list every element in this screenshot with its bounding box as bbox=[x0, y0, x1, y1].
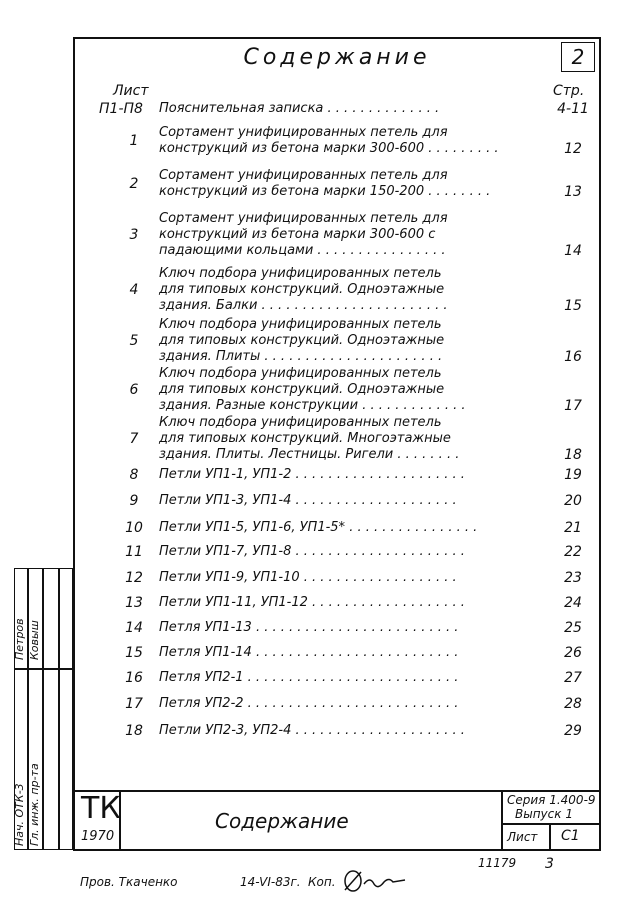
toc-entry bbox=[75, 101, 599, 117]
toc-title: Петля УП2-1 . . . . . . . . . . . . . . . . . . . . . . . . . . bbox=[159, 670, 459, 685]
toc-sheet-number: 18 bbox=[125, 723, 143, 739]
toc-sheet-number: 2 bbox=[129, 176, 139, 192]
toc-page-number: 25 bbox=[564, 620, 582, 636]
toc-sheet-number: 8 bbox=[129, 467, 139, 483]
sheet-label: Лист bbox=[507, 830, 538, 844]
toc-sheet-number: П1-П8 bbox=[99, 101, 143, 117]
toc-title: Ключ подбора унифицированных петель для типовых конструкций. Одноэтажные здания. Разные конструкции . . . . . . . . . . . . . bbox=[159, 366, 466, 413]
toc-entry bbox=[75, 211, 599, 259]
toc-entry bbox=[75, 467, 599, 483]
title-block-top-line bbox=[75, 790, 599, 792]
toc-title: Сортамент унифицированных петель для конструкций из бетона марки 150-200 . . . . . . . . bbox=[159, 168, 491, 199]
toc-page-number: 27 bbox=[564, 670, 582, 686]
document-number: 11179 bbox=[478, 856, 517, 870]
toc-entry bbox=[75, 570, 599, 586]
toc-page-number: 26 bbox=[564, 645, 582, 661]
toc-entry bbox=[75, 266, 599, 314]
toc-sheet-number: 9 bbox=[129, 493, 139, 509]
toc-title: Сортамент унифицированных петель для конструкций из бетона марки 300-600 . . . . . . . . . bbox=[159, 125, 499, 156]
toc-title: Петля УП1-13 . . . . . . . . . . . . . . . . . . . . . . . . . bbox=[159, 620, 459, 635]
title-block-divider bbox=[549, 823, 551, 851]
series-label: Серия 1.400-9 bbox=[507, 793, 596, 807]
toc-page-number: 23 bbox=[564, 570, 582, 586]
signature bbox=[340, 868, 410, 894]
toc-sheet-number: 5 bbox=[129, 333, 139, 349]
toc-title: Петли УП1-1, УП1-2 . . . . . . . . . . . . . . . . . . . . . bbox=[159, 467, 465, 482]
sheet-column-header: Лист bbox=[113, 83, 149, 99]
toc-entry bbox=[75, 696, 599, 712]
toc-entry bbox=[75, 595, 599, 611]
toc-title: Петли УП1-9, УП1-10 . . . . . . . . . . . . . . . . . . . bbox=[159, 570, 457, 585]
toc-entry bbox=[75, 520, 599, 536]
stamp-name-2: Ковыш bbox=[28, 620, 41, 660]
toc-page-number: 15 bbox=[564, 298, 582, 314]
toc-page-number: 17 bbox=[564, 398, 582, 414]
toc-page-number: 14 bbox=[564, 243, 582, 259]
organization-logo: ТК bbox=[81, 791, 121, 826]
stamp-role-1: Нач. ОТК-3 bbox=[13, 783, 26, 846]
toc-page-number: 21 bbox=[564, 520, 582, 536]
toc-page-number: 20 bbox=[564, 493, 582, 509]
side-stamp-divider bbox=[42, 568, 44, 850]
toc-entry bbox=[75, 317, 599, 365]
copy-number: 3 bbox=[545, 856, 554, 872]
toc-page-number: 22 bbox=[564, 544, 582, 560]
toc-page-number: 12 bbox=[564, 141, 582, 157]
check-date: 14-VI-83г. bbox=[240, 875, 301, 889]
toc-page-number: 24 bbox=[564, 595, 582, 611]
page-column-header: Стр. bbox=[553, 83, 585, 99]
toc-entry bbox=[75, 620, 599, 636]
toc-title: Петли УП1-5, УП1-6, УП1-5* . . . . . . . . . . . . . . . . bbox=[159, 520, 478, 535]
toc-sheet-number: 17 bbox=[125, 696, 143, 712]
toc-sheet-number: 15 bbox=[125, 645, 143, 661]
stamp-role-2: Гл. инж. пр-та bbox=[28, 763, 41, 846]
toc-entry bbox=[75, 415, 599, 463]
toc-entry bbox=[75, 723, 599, 739]
toc-page-number: 18 bbox=[564, 447, 582, 463]
issue-label: Выпуск 1 bbox=[515, 807, 573, 821]
toc-title: Ключ подбора унифицированных петель для типовых конструкций. Многоэтажные здания. Плиты. Лестницы. Ригели . . . . . . . . bbox=[159, 415, 460, 462]
toc-sheet-number: 3 bbox=[129, 227, 139, 243]
toc-page-number: 19 bbox=[564, 467, 582, 483]
toc-entry bbox=[75, 493, 599, 509]
title-block-divider bbox=[501, 790, 503, 851]
toc-page-number: 13 bbox=[564, 184, 582, 200]
toc-entry bbox=[75, 168, 599, 200]
toc-page-number: 16 bbox=[564, 349, 582, 365]
toc-sheet-number: 6 bbox=[129, 382, 139, 398]
toc-sheet-number: 12 bbox=[125, 570, 143, 586]
toc-title: Петли УП1-11, УП1-12 . . . . . . . . . . . . . . . . . . . bbox=[159, 595, 465, 610]
toc-title: Ключ подбора унифицированных петель для типовых конструкций. Одноэтажные здания. Плиты . . . . . . . . . . . . . . . . . . . . . . bbox=[159, 317, 445, 364]
toc-entry bbox=[75, 544, 599, 560]
page-number-box: 2 bbox=[561, 42, 595, 72]
toc-sheet-number: 4 bbox=[129, 282, 139, 298]
toc-entry bbox=[75, 366, 599, 414]
toc-title: Петли УП1-3, УП1-4 . . . . . . . . . . . . . . . . . . . . bbox=[159, 493, 457, 508]
toc-title: Петли УП2-3, УП2-4 . . . . . . . . . . . . . . . . . . . . . bbox=[159, 723, 465, 738]
checked-by: Пров. Ткаченко bbox=[80, 875, 178, 889]
toc-page-number: 4-11 bbox=[557, 101, 589, 117]
toc-title: Петля УП2-2 . . . . . . . . . . . . . . . . . . . . . . . . . . bbox=[159, 696, 459, 711]
toc-page-number: 29 bbox=[564, 723, 582, 739]
side-stamp-divider bbox=[14, 668, 73, 670]
toc-sheet-number: 16 bbox=[125, 670, 143, 686]
toc-entry bbox=[75, 645, 599, 661]
toc-title: Сортамент унифицированных петель для конструкций из бетона марки 300-600 с падающими кольцами . . . . . . . . . . . . . . . . bbox=[159, 211, 448, 258]
toc-sheet-number: 1 bbox=[129, 133, 139, 149]
toc-entry bbox=[75, 125, 599, 157]
toc-sheet-number: 7 bbox=[129, 431, 139, 447]
year-label: 1970 bbox=[81, 829, 115, 844]
document-sheet bbox=[73, 37, 601, 851]
toc-page-number: 28 bbox=[564, 696, 582, 712]
toc-sheet-number: 14 bbox=[125, 620, 143, 636]
title-block-name: Содержание bbox=[215, 809, 349, 833]
sheet-value: С1 bbox=[561, 828, 580, 844]
page-title: Содержание bbox=[243, 45, 431, 70]
toc-title: Петли УП1-7, УП1-8 . . . . . . . . . . . . . . . . . . . . . bbox=[159, 544, 465, 559]
side-stamp-divider bbox=[58, 568, 60, 850]
toc-title: Петля УП1-14 . . . . . . . . . . . . . . . . . . . . . . . . . bbox=[159, 645, 459, 660]
toc-sheet-number: 11 bbox=[125, 544, 143, 560]
toc-title: Ключ подбора унифицированных петель для типовых конструкций. Одноэтажные здания. Балки . . . . . . . . . . . . . . . . . . . . . . . bbox=[159, 266, 448, 313]
toc-entry bbox=[75, 670, 599, 686]
toc-sheet-number: 13 bbox=[125, 595, 143, 611]
toc-title: Пояснительная записка . . . . . . . . . . . . . . bbox=[159, 101, 440, 116]
toc-sheet-number: 10 bbox=[125, 520, 143, 536]
copy-label: Коп. bbox=[308, 875, 336, 889]
stamp-name-1: Петров bbox=[13, 618, 26, 660]
